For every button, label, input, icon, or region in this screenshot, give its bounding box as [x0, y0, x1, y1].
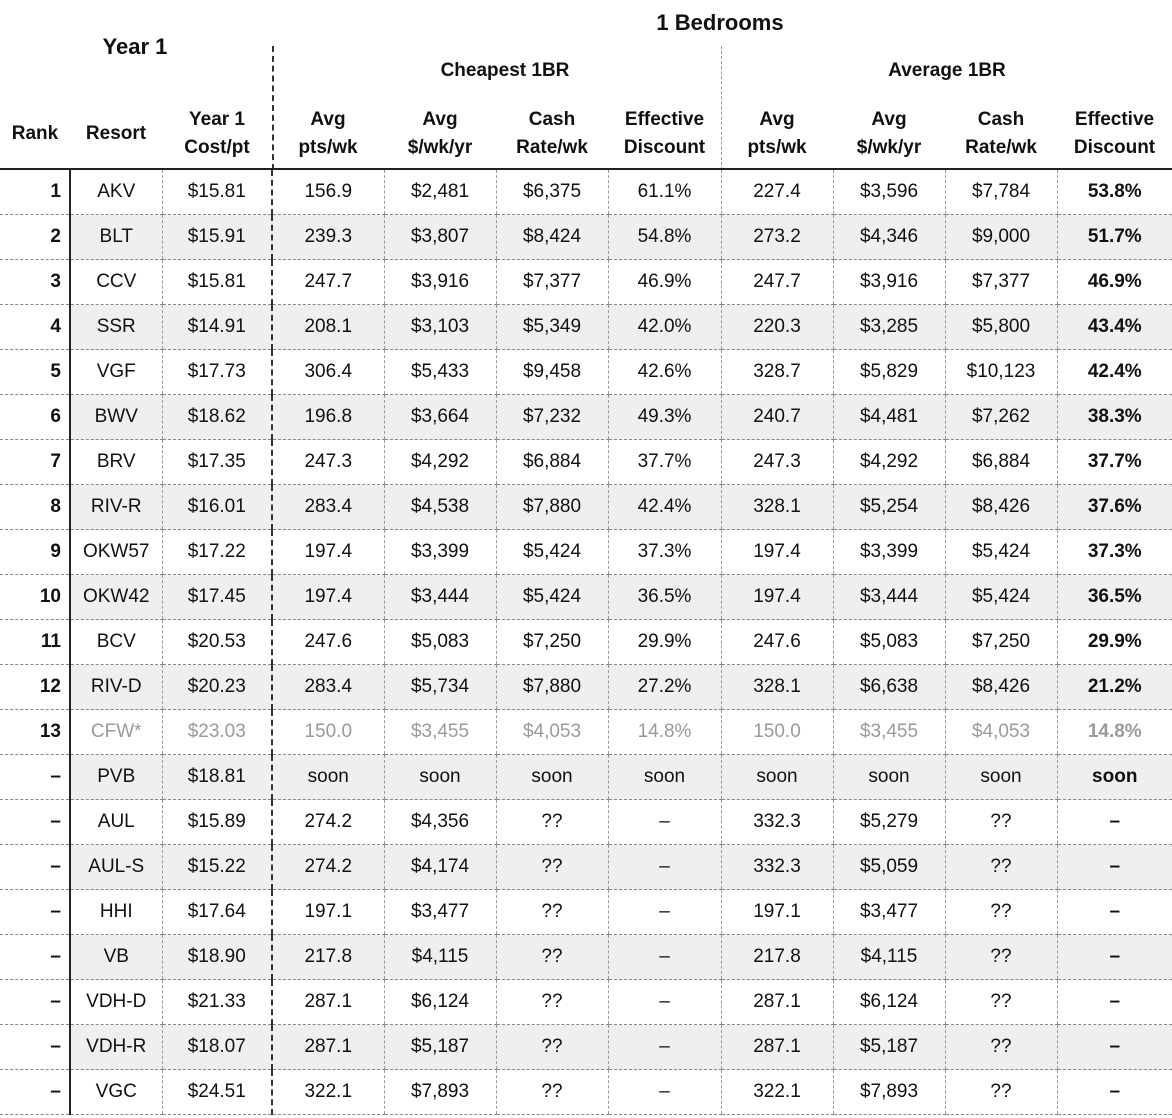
cheapest-pts-cell: 274.2 [272, 845, 384, 890]
table-row [0, 215, 1172, 260]
cheapest-usd-cell: $4,292 [384, 440, 496, 485]
average-cash-cell: ?? [945, 980, 1057, 1025]
cost-cell: $20.53 [162, 620, 272, 665]
cheapest-usd-cell: $5,433 [384, 350, 496, 395]
average-usd-cell: $5,187 [833, 1025, 945, 1070]
table-row [0, 890, 1172, 935]
cheapest-pts-cell: 283.4 [272, 665, 384, 710]
cheapest-discount-cell: – [608, 800, 721, 845]
header-avg-cash [945, 100, 1057, 169]
cheapest-usd-cell: $3,477 [384, 890, 496, 935]
average-discount-cell: 46.9% [1057, 260, 1172, 305]
cheapest-discount-cell: 42.0% [608, 305, 721, 350]
average-usd-cell: $6,124 [833, 980, 945, 1025]
average-pts-cell: 197.4 [721, 530, 833, 575]
cheapest-discount-cell: 54.8% [608, 215, 721, 260]
header-resort: Resort [85, 123, 147, 144]
cheapest-cash-cell: $6,884 [496, 440, 608, 485]
average-discount-cell: – [1057, 800, 1172, 845]
cheapest-cash-cell: $7,880 [496, 665, 608, 710]
average-discount-cell: 29.9% [1057, 620, 1172, 665]
header-avg-pts-line1: Avg [759, 109, 795, 130]
cheapest-pts-cell: 247.7 [272, 260, 384, 305]
header-cheap-usd [384, 100, 496, 169]
cost-cell: $15.81 [162, 260, 272, 305]
average-cash-cell: $7,784 [945, 169, 1057, 215]
average-pts-cell: 328.7 [721, 350, 833, 395]
average-discount-cell: 36.5% [1057, 575, 1172, 620]
cheapest-discount-cell: 37.3% [608, 530, 721, 575]
average-cash-cell: $4,053 [945, 710, 1057, 755]
average-pts-cell: 328.1 [721, 665, 833, 710]
average-cash-cell: $6,884 [945, 440, 1057, 485]
header-avg-disc-line1: Effective [1074, 109, 1155, 130]
average-discount-cell: 37.3% [1057, 530, 1172, 575]
cheapest-usd-cell: soon [384, 755, 496, 800]
cheapest-pts-cell: 150.0 [272, 710, 384, 755]
rank-cell: 8 [0, 485, 70, 530]
cheapest-discount-cell: 37.7% [608, 440, 721, 485]
rank-cell: 7 [0, 440, 70, 485]
average-usd-cell: $6,638 [833, 665, 945, 710]
cheapest-discount-cell: – [608, 845, 721, 890]
header-cheap-pts-line2: pts/wk [298, 137, 358, 158]
data-table [0, 100, 1172, 1115]
average-discount-cell: – [1057, 935, 1172, 980]
rank-cell: 3 [0, 260, 70, 305]
table-row [0, 169, 1172, 215]
table-row [0, 440, 1172, 485]
cheapest-usd-cell: $5,734 [384, 665, 496, 710]
average-cash-cell: $9,000 [945, 215, 1057, 260]
header-cost-line1: Year 1 [189, 109, 245, 130]
header-cheap-usd-line2: $/wk/yr [407, 137, 473, 158]
header-avg-usd-line2: $/wk/yr [856, 137, 922, 158]
average-pts-cell: 150.0 [721, 710, 833, 755]
header-cheap-disc-line1: Effective [624, 109, 705, 130]
cheapest-usd-cell: $3,807 [384, 215, 496, 260]
header-cheap-disc-line2: Discount [623, 137, 706, 158]
resort-cell: RIV-R [70, 485, 162, 530]
header-cheap-cash-line1: Cash [528, 109, 576, 130]
table-row [0, 845, 1172, 890]
cheapest-pts-cell: 197.4 [272, 575, 384, 620]
average-cash-cell: $7,262 [945, 395, 1057, 440]
cheapest-discount-cell: 29.9% [608, 620, 721, 665]
rank-cell: 13 [0, 710, 70, 755]
average-discount-cell: 43.4% [1057, 305, 1172, 350]
cheapest-cash-cell: ?? [496, 890, 608, 935]
cost-cell: $21.33 [162, 980, 272, 1025]
average-usd-cell: $3,444 [833, 575, 945, 620]
average-usd-cell: $5,829 [833, 350, 945, 395]
average-pts-cell: 247.3 [721, 440, 833, 485]
rank-cell: 1 [0, 169, 70, 215]
cheapest-pts-cell: 247.6 [272, 620, 384, 665]
cost-cell: $18.90 [162, 935, 272, 980]
cheapest-cash-cell: ?? [496, 935, 608, 980]
header-avg-usd-line1: Avg [871, 109, 907, 130]
cheapest-discount-cell: – [608, 980, 721, 1025]
cheapest-usd-cell: $2,481 [384, 169, 496, 215]
cheapest-pts-cell: 287.1 [272, 980, 384, 1025]
cost-cell: $17.35 [162, 440, 272, 485]
cheapest-cash-cell: ?? [496, 1025, 608, 1070]
resort-cell: CFW* [70, 710, 162, 755]
cheapest-pts-cell: soon [272, 755, 384, 800]
average-usd-cell: $5,254 [833, 485, 945, 530]
header-cheap-cash-line2: Rate/wk [516, 137, 588, 158]
cheapest-cash-cell: ?? [496, 845, 608, 890]
cheapest-pts-cell: 306.4 [272, 350, 384, 395]
average-cash-cell: $5,424 [945, 575, 1057, 620]
average-pts-cell: 332.3 [721, 845, 833, 890]
resort-cell: BLT [70, 215, 162, 260]
resort-cell: BRV [70, 440, 162, 485]
header-cheap-disc [608, 100, 721, 169]
cheapest-cash-cell: $9,458 [496, 350, 608, 395]
cost-cell: $15.81 [162, 169, 272, 215]
cost-cell: $17.45 [162, 575, 272, 620]
average-pts-cell: 197.4 [721, 575, 833, 620]
cheapest-cash-cell: $6,375 [496, 169, 608, 215]
average-usd-cell: $3,399 [833, 530, 945, 575]
cheapest-discount-cell: 27.2% [608, 665, 721, 710]
average-usd-cell: $7,893 [833, 1070, 945, 1115]
table-row [0, 935, 1172, 980]
average-cash-cell: ?? [945, 1025, 1057, 1070]
average-usd-cell: $5,059 [833, 845, 945, 890]
rank-cell: 12 [0, 665, 70, 710]
header-avg-disc-line2: Discount [1073, 137, 1156, 158]
cost-cell: $17.64 [162, 890, 272, 935]
average-usd-cell: $5,083 [833, 620, 945, 665]
resort-cell: VGC [70, 1070, 162, 1115]
cheapest-cash-cell: $7,880 [496, 485, 608, 530]
cheapest-discount-cell: – [608, 890, 721, 935]
average-discount-cell: 53.8% [1057, 169, 1172, 215]
table-row [0, 1025, 1172, 1070]
resort-cell: VDH-D [70, 980, 162, 1025]
header-avg-usd [833, 100, 945, 169]
average-pts-cell: 217.8 [721, 935, 833, 980]
cost-cell: $14.91 [162, 305, 272, 350]
header-cost-line2: Cost/pt [184, 137, 250, 158]
table-row [0, 305, 1172, 350]
average-cash-cell: ?? [945, 845, 1057, 890]
average-cash-cell: $7,377 [945, 260, 1057, 305]
table-row [0, 755, 1172, 800]
header-cheap-cash [496, 100, 608, 169]
resort-cell: BWV [70, 395, 162, 440]
average-discount-cell: – [1057, 890, 1172, 935]
table-row [0, 1070, 1172, 1115]
rank-cell: 4 [0, 305, 70, 350]
average-discount-cell: 21.2% [1057, 665, 1172, 710]
average-pts-cell: 273.2 [721, 215, 833, 260]
resort-cell: AUL-S [70, 845, 162, 890]
cheapest-usd-cell: $3,399 [384, 530, 496, 575]
cheapest-usd-cell: $3,455 [384, 710, 496, 755]
cost-cell: $17.73 [162, 350, 272, 395]
average-pts-cell: 220.3 [721, 305, 833, 350]
average-discount-cell: 37.6% [1057, 485, 1172, 530]
resort-cell: PVB [70, 755, 162, 800]
cheapest-pts-cell: 196.8 [272, 395, 384, 440]
cheapest-pts-cell: 247.3 [272, 440, 384, 485]
cheapest-cash-cell: $4,053 [496, 710, 608, 755]
header-cheap-pts-line1: Avg [310, 109, 346, 130]
average-usd-cell: $3,285 [833, 305, 945, 350]
cheapest-discount-cell: soon [608, 755, 721, 800]
average-discount-cell: 51.7% [1057, 215, 1172, 260]
average-discount-cell: – [1057, 1025, 1172, 1070]
table-title: 1 Bedrooms [656, 10, 784, 35]
average-cash-cell: $8,426 [945, 485, 1057, 530]
table-row [0, 980, 1172, 1025]
cheapest-usd-cell: $5,083 [384, 620, 496, 665]
average-pts-cell: 240.7 [721, 395, 833, 440]
average-pts-cell: 322.1 [721, 1070, 833, 1115]
average-usd-cell: $3,916 [833, 260, 945, 305]
rank-cell: – [0, 890, 70, 935]
rank-cell: – [0, 1025, 70, 1070]
cheapest-discount-cell: 42.4% [608, 485, 721, 530]
cheapest-pts-cell: 283.4 [272, 485, 384, 530]
table-row [0, 665, 1172, 710]
average-pts-cell: 287.1 [721, 980, 833, 1025]
cheapest-usd-cell: $4,356 [384, 800, 496, 845]
resort-cell: VDH-R [70, 1025, 162, 1070]
average-usd-cell: $4,481 [833, 395, 945, 440]
cheapest-cash-cell: ?? [496, 1070, 608, 1115]
average-discount-cell: – [1057, 845, 1172, 890]
cheapest-pts-cell: 287.1 [272, 1025, 384, 1070]
rank-cell: – [0, 845, 70, 890]
cheapest-discount-cell: 42.6% [608, 350, 721, 395]
table-row [0, 485, 1172, 530]
cheapest-discount-cell: 14.8% [608, 710, 721, 755]
average-discount-cell: soon [1057, 755, 1172, 800]
cheapest-cash-cell: $5,424 [496, 575, 608, 620]
cheapest-cash-cell: $5,349 [496, 305, 608, 350]
rank-cell: – [0, 980, 70, 1025]
average-cash-cell: $5,800 [945, 305, 1057, 350]
average-pts-cell: 247.6 [721, 620, 833, 665]
average-cash-cell: ?? [945, 1070, 1057, 1115]
average-pts-cell: 247.7 [721, 260, 833, 305]
table-row [0, 395, 1172, 440]
resort-cell: BCV [70, 620, 162, 665]
cheapest-pts-cell: 208.1 [272, 305, 384, 350]
cheapest-usd-cell: $3,444 [384, 575, 496, 620]
cheapest-usd-cell: $3,916 [384, 260, 496, 305]
cheapest-usd-cell: $4,538 [384, 485, 496, 530]
resort-cell: HHI [70, 890, 162, 935]
resort-cell: OKW57 [70, 530, 162, 575]
cheapest-discount-cell: 49.3% [608, 395, 721, 440]
cost-cell: $18.62 [162, 395, 272, 440]
average-discount-cell: 38.3% [1057, 395, 1172, 440]
header-cheap-pts [272, 100, 384, 169]
table-row [0, 350, 1172, 395]
cheapest-discount-cell: 61.1% [608, 169, 721, 215]
cost-cell: $23.03 [162, 710, 272, 755]
average-cash-cell: soon [945, 755, 1057, 800]
cheapest-pts-cell: 217.8 [272, 935, 384, 980]
cheapest-pts-cell: 274.2 [272, 800, 384, 845]
cost-cell: $18.07 [162, 1025, 272, 1070]
average-pts-cell: 332.3 [721, 800, 833, 845]
rank-cell: 5 [0, 350, 70, 395]
resort-cell: CCV [70, 260, 162, 305]
header-avg-pts [721, 100, 833, 169]
average-cash-cell: $10,123 [945, 350, 1057, 395]
cheapest-discount-cell: 36.5% [608, 575, 721, 620]
cheapest-usd-cell: $3,664 [384, 395, 496, 440]
cost-cell: $15.22 [162, 845, 272, 890]
cheapest-pts-cell: 197.1 [272, 890, 384, 935]
rank-cell: 2 [0, 215, 70, 260]
average-discount-cell: – [1057, 980, 1172, 1025]
cheapest-pts-cell: 322.1 [272, 1070, 384, 1115]
cheapest-cash-cell: $7,232 [496, 395, 608, 440]
average-cash-cell: ?? [945, 935, 1057, 980]
resort-cell: VB [70, 935, 162, 980]
average-usd-cell: soon [833, 755, 945, 800]
average-pts-cell: 328.1 [721, 485, 833, 530]
average-cash-cell: $7,250 [945, 620, 1057, 665]
rank-cell: 6 [0, 395, 70, 440]
cost-cell: $20.23 [162, 665, 272, 710]
cheapest-cash-cell: ?? [496, 980, 608, 1025]
table-row [0, 620, 1172, 665]
rank-cell: 9 [0, 530, 70, 575]
cheapest-pts-cell: 156.9 [272, 169, 384, 215]
table-row [0, 260, 1172, 305]
cost-cell: $15.91 [162, 215, 272, 260]
rank-cell: 10 [0, 575, 70, 620]
average-discount-cell: – [1057, 1070, 1172, 1115]
average-cash-cell: ?? [945, 800, 1057, 845]
table-row [0, 710, 1172, 755]
average-cash-cell: $5,424 [945, 530, 1057, 575]
average-usd-cell: $4,292 [833, 440, 945, 485]
cheapest-usd-cell: $6,124 [384, 980, 496, 1025]
cheapest-group-label: Cheapest 1BR [440, 60, 570, 81]
year-group-label: Year 1 [102, 34, 168, 59]
average-usd-cell: $4,346 [833, 215, 945, 260]
rank-cell: – [0, 755, 70, 800]
resort-cell: RIV-D [70, 665, 162, 710]
average-pts-cell: 287.1 [721, 1025, 833, 1070]
cheapest-usd-cell: $5,187 [384, 1025, 496, 1070]
table-row [0, 800, 1172, 845]
average-pts-cell: 227.4 [721, 169, 833, 215]
cost-cell: $16.01 [162, 485, 272, 530]
average-cash-cell: ?? [945, 890, 1057, 935]
average-usd-cell: $3,596 [833, 169, 945, 215]
cheapest-cash-cell: ?? [496, 800, 608, 845]
resort-cell: SSR [70, 305, 162, 350]
cheapest-discount-cell: – [608, 1025, 721, 1070]
header-avg-cash-line2: Rate/wk [965, 137, 1037, 158]
rank-cell: 11 [0, 620, 70, 665]
header-rank: Rank [11, 123, 59, 144]
average-cash-cell: $8,426 [945, 665, 1057, 710]
resort-cell: VGF [70, 350, 162, 395]
rank-cell: – [0, 800, 70, 845]
average-usd-cell: $5,279 [833, 800, 945, 845]
cost-cell: $18.81 [162, 755, 272, 800]
table-body [0, 169, 1172, 1115]
cheapest-cash-cell: $7,377 [496, 260, 608, 305]
table-row [0, 530, 1172, 575]
table-row [0, 575, 1172, 620]
cost-cell: $17.22 [162, 530, 272, 575]
header-row [0, 100, 1172, 169]
cost-cell: $15.89 [162, 800, 272, 845]
cheapest-usd-cell: $4,115 [384, 935, 496, 980]
cheapest-usd-cell: $7,893 [384, 1070, 496, 1115]
cheapest-discount-cell: – [608, 935, 721, 980]
average-discount-cell: 14.8% [1057, 710, 1172, 755]
cheapest-cash-cell: $8,424 [496, 215, 608, 260]
average-usd-cell: $4,115 [833, 935, 945, 980]
header-avg-disc [1057, 100, 1172, 169]
cheapest-usd-cell: $4,174 [384, 845, 496, 890]
resort-cell: AUL [70, 800, 162, 845]
header-cost [162, 100, 272, 169]
average-discount-cell: 37.7% [1057, 440, 1172, 485]
cheapest-usd-cell: $3,103 [384, 305, 496, 350]
cheapest-pts-cell: 197.4 [272, 530, 384, 575]
average-pts-cell: 197.1 [721, 890, 833, 935]
header-cheap-usd-line1: Avg [422, 109, 458, 130]
average-pts-cell: soon [721, 755, 833, 800]
cheapest-cash-cell: soon [496, 755, 608, 800]
cheapest-cash-cell: $7,250 [496, 620, 608, 665]
header-avg-cash-line1: Cash [977, 109, 1025, 130]
average-usd-cell: $3,455 [833, 710, 945, 755]
cheapest-pts-cell: 239.3 [272, 215, 384, 260]
cost-cell: $24.51 [162, 1070, 272, 1115]
resort-cell: AKV [70, 169, 162, 215]
average-discount-cell: 42.4% [1057, 350, 1172, 395]
average-usd-cell: $3,477 [833, 890, 945, 935]
header-avg-pts-line2: pts/wk [747, 137, 807, 158]
rank-cell: – [0, 1070, 70, 1115]
cheapest-discount-cell: 46.9% [608, 260, 721, 305]
cheapest-cash-cell: $5,424 [496, 530, 608, 575]
average-group-label: Average 1BR [888, 60, 1006, 81]
cheapest-discount-cell: – [608, 1070, 721, 1115]
resort-cell: OKW42 [70, 575, 162, 620]
rank-cell: – [0, 935, 70, 980]
